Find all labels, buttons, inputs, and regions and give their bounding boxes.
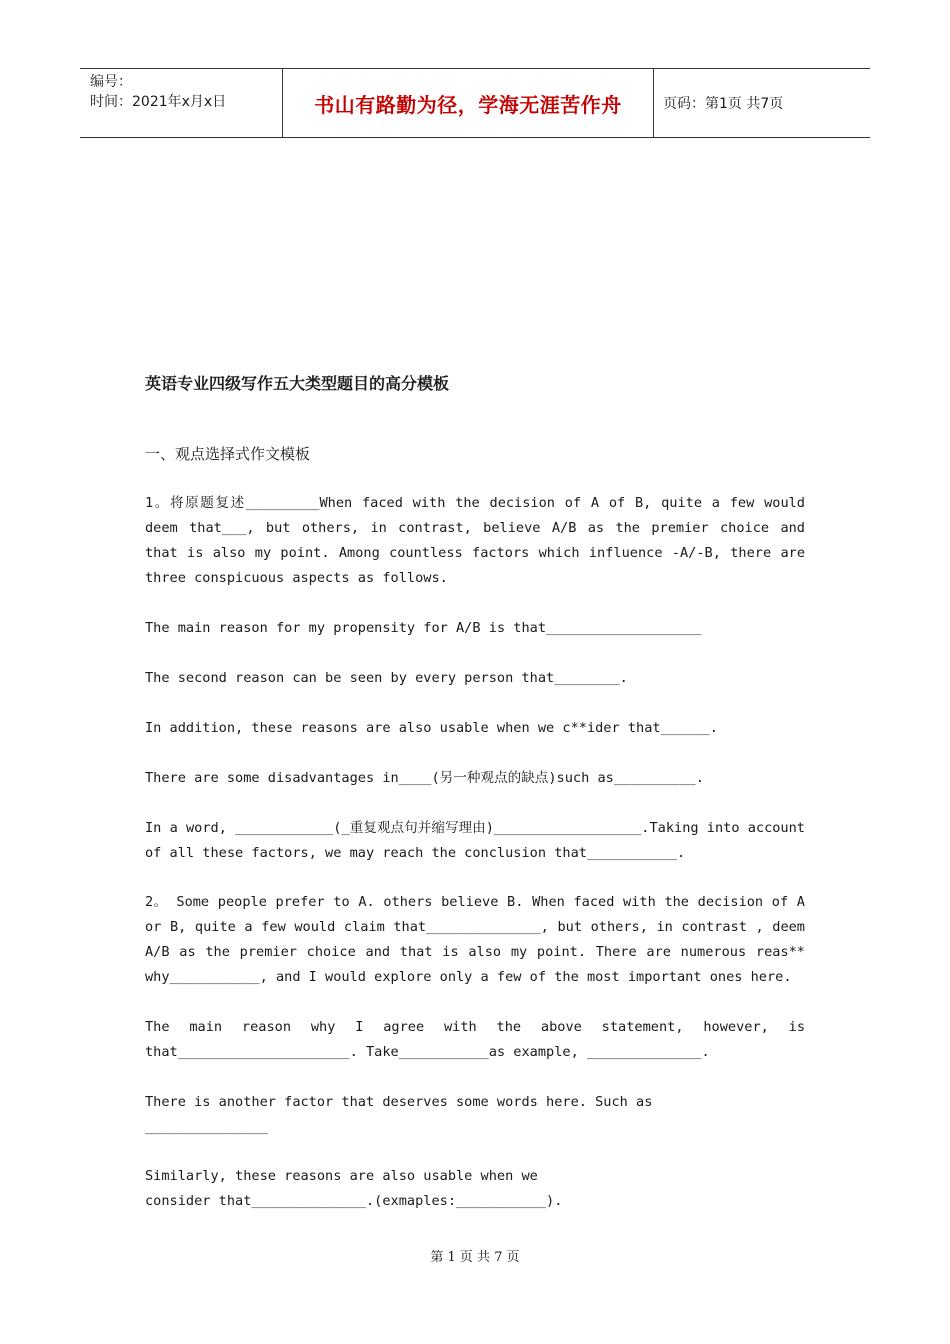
document-header bbox=[80, 68, 870, 138]
page-footer: 第 1 页 共 7 页 bbox=[430, 1250, 520, 1265]
paragraph-7: 2。 Some people prefer to A. others believe B. When faced with the decision of A or B, quite a few would claim that______________, but others, in contrast , deem A/B as the premier choice and that is also my point. There are numerous reas** why___________, and I would explore only a few of the most important ones here. bbox=[145, 894, 805, 985]
header-motto: 书山有路勤为径，学海无涯苦作舟 bbox=[314, 92, 622, 117]
paragraph-4: In addition, these reasons are also usable when we c**ider that______. bbox=[145, 720, 718, 736]
number-label: 编号： bbox=[90, 74, 132, 90]
paragraph-5: There are some disadvantages in____(另一种观点的缺点)such as__________. bbox=[145, 770, 704, 786]
document-title: 英语专业四级写作五大类型题目的高分模板 bbox=[145, 374, 450, 393]
paragraph-10-line-2: consider that______________.(exmaples:___________). bbox=[145, 1193, 563, 1209]
header-meta bbox=[80, 69, 282, 137]
paragraph-8: The main reason why I agree with the above statement, however, is that_____________________. Take___________as example, ______________. bbox=[145, 1019, 805, 1060]
date-label: 时间：2021年x月x日 bbox=[90, 94, 227, 110]
section-heading: 一、观点选择式作文模板 bbox=[145, 445, 311, 463]
paragraph-3: The second reason can be seen by every person that________. bbox=[145, 670, 628, 686]
paragraph-10-line-1: Similarly, these reasons are also usable when we bbox=[145, 1168, 538, 1184]
paragraph-6: In a word, ____________(_重复观点句并缩写理由)__________________.Taking into account of all these factors, we may reach the conclusion that___________. bbox=[145, 820, 805, 861]
paragraph-1: 1。将原题复述_________When faced with the decision of A of B, quite a few would deem that___, but others, in contrast, believe A/B as the premier choice and that is also my point. Among countless factors which influence -A/-B, there are three conspicuous aspects as follows. bbox=[145, 495, 805, 586]
paragraph-9-line-1: There is another factor that deserves some words here. Such as bbox=[145, 1094, 653, 1110]
header-motto-cell bbox=[282, 69, 654, 137]
paragraph-2: The main reason for my propensity for A/B is that___________________ bbox=[145, 620, 702, 636]
header-page-cell bbox=[654, 69, 870, 137]
paragraph-9-line-2: _______________ bbox=[145, 1119, 268, 1135]
header-page-label: 页码：第1页 共7页 bbox=[663, 96, 784, 112]
